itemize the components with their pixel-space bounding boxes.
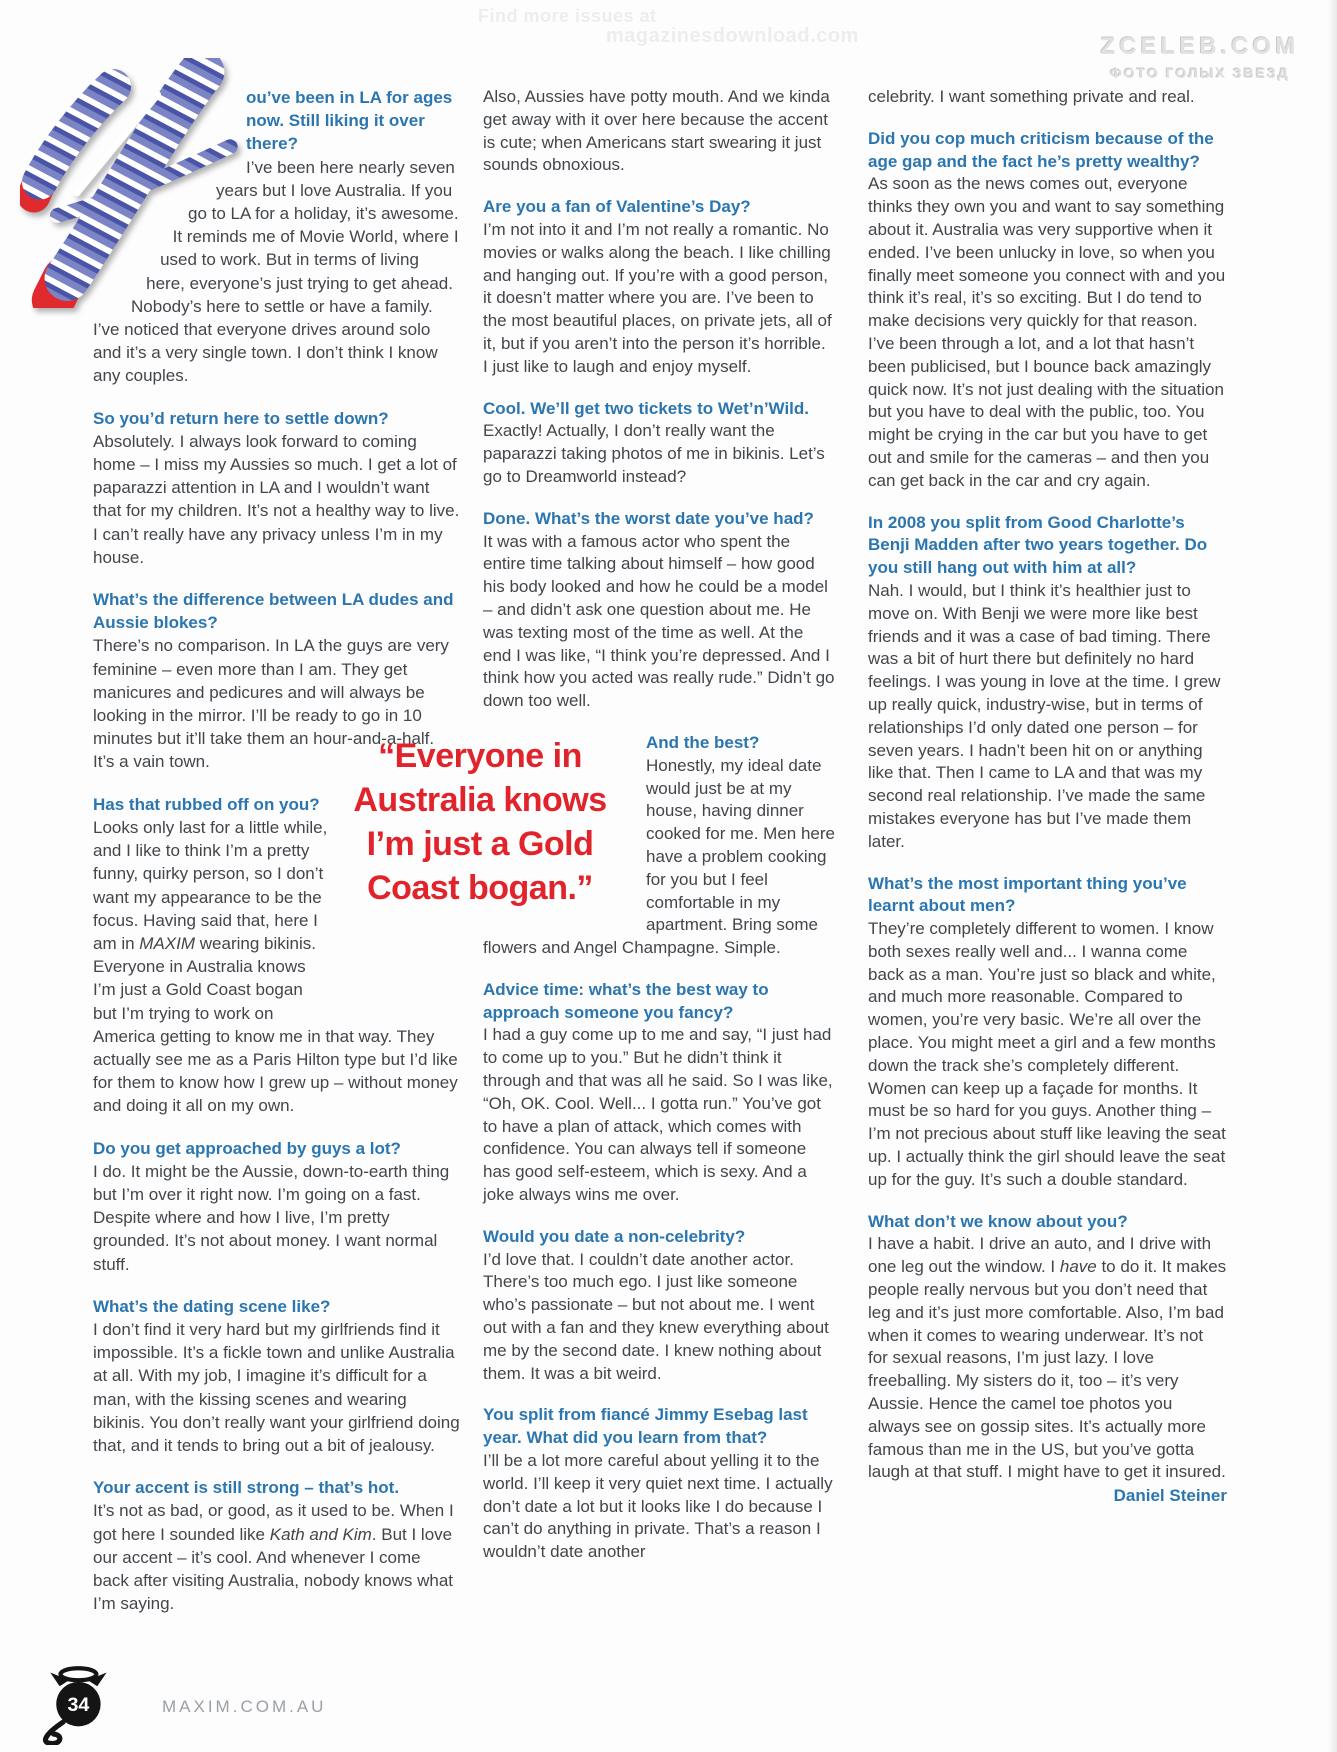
interview-question: Done. What’s the worst date you’ve had? — [483, 508, 814, 528]
zceleb-watermark-subtitle: ФОТО ГОЛЫХ ЗВЕЗД — [1110, 65, 1290, 81]
interview-answer: Also, Aussies have potty mouth. And we kinda get away with it over here because the accent is cute; when Americans start swearing it just sounds obnoxious. — [483, 87, 830, 175]
interview-answer: As soon as the news comes out, everyone thinks they own you and want to say something about it. Australia was very supportive when it ended. I’ve been unlucky in love, so when you finally meet someone you connect with and you think it’s real, it’s so exciting. But I do tend to make decisions very quickly for that reason. I’ve been through a lot, and a lot that hasn’t been publicised, but I bounce back amazingly quick now. It’s not just dealing with the situation but you have to deal with the public, too. You might be crying in the car but you have to get out and smile for the cameras – and then you can get back in the car and cry again. — [868, 174, 1226, 490]
interview-question: Has that rubbed off on you? — [93, 794, 320, 814]
interview-opener — [93, 86, 460, 388]
interview-section — [483, 196, 835, 378]
interview-answer: I have a habit. I drive an auto, and I drive with one leg out the window. I have to do it. It makes people really nervous but you don’t need that leg and it’s just more comfortable. Also, I’m bad when it comes to wearing underwear. It’s not for sexual reasons, I’m just lazy. I love freeballing. My sisters do it, too – it’s very Aussie. Hence the camel toe photos you always see on gossip sites. It’s actually more famous than me in the US, but you’ve gotta laugh at that stuff. I might have to get it insured. — [868, 1234, 1227, 1482]
interview-section — [93, 1295, 460, 1457]
interview-question: Would you date a non-celebrity? — [483, 1226, 746, 1246]
interview-continuation — [483, 86, 835, 177]
interview-section — [868, 512, 1227, 854]
interview-answer: Absolutely. I always look forward to coming home – I miss my Aussies so much. I get a lot of paparazzi attention in LA and I wouldn’t want that for my children. It’s not a healthy way to live. I can’t really have any privacy unless I’m in my house. — [93, 431, 460, 567]
interview-answer: I’d love that. I couldn’t date another actor. There’s too much ego. I just like someone who’s passionate – but not about me. I went out with a fan and they knew everything about me by the second date. I knew nothing about them. It was a bit weird. — [483, 1249, 829, 1383]
interview-section — [353, 732, 835, 960]
interview-section — [93, 1476, 460, 1615]
dropcap-y-icon — [20, 58, 246, 308]
interview-section — [483, 979, 835, 1207]
interview-question: What’s the most important thing you’ve learnt about men? — [868, 873, 1187, 916]
zceleb-watermark-title: ZCELEB.COM — [1100, 33, 1300, 60]
interview-answer: They’re completely different to women. I know both sexes really well and... I wanna come back as a man. You’re just so black and white, and much more reasonable. Compared to women, you’re very basic. We’re all over the place. You might meet a girl and a few months down the track she’s completely different. Women can keep up a façade for months. It must be so hard for you guys. Another thing – I’m not precious about stuff like leaving the seat up. I actually think the girl should leave the seat up for the guy. It’s such a double standard. — [868, 919, 1226, 1189]
interview-answer: I do. It might be the Aussie, down-to-earth thing but I’m over it right now. I’m going on a fast. Despite where and how I live, I’m pretty grounded. It’s not about money. I want normal stuff. — [93, 1161, 450, 1274]
interview-question: What’s the dating scene like? — [93, 1296, 331, 1316]
interview-section — [483, 1226, 835, 1386]
interview-continuation — [868, 86, 1227, 109]
interview-section — [868, 873, 1227, 1192]
interview-answer: I’ve been here nearly seven years but I love Australia. If you go to LA for a holiday, it’s awesome. It reminds me of Movie World, where I used to work. But in terms of living here, everyone’s just trying to get ahead. Nobody’s here to settle or have a family. I’ve noticed that everyone drives around solo and it’s a very single town. I don’t think I know any couples. — [93, 157, 459, 386]
interview-answer: I’m not into it and I’m not really a romantic. No movies or walks along the beach. I like chilling and hanging out. If you’re with a good person, it doesn’t matter where you are. I’ve been to the most beautiful places, on private jets, all of it, but if you aren’t into the person it’s horrible. I just like to laugh and enjoy myself. — [483, 219, 832, 376]
interview-question: Your accent is still strong – that’s hot. — [93, 1478, 400, 1498]
top-watermark-line1: Find more issues at — [478, 6, 657, 26]
interview-question: ou’ve been in LA for ages now. Still liking it over there? — [246, 88, 453, 154]
interview-question: And the best? — [646, 732, 760, 752]
interview-answer: I had a guy come up to me and say, “I just had to come up to you.” But he didn’t think it through and that was all he said. So I was like, “Oh, OK. Cool. Well... I gotta run.” You’ve got to have a plan of attack, which comes with confidence. You can always tell if someone has good self-esteem, which is sexy. And a joke always wins me over. — [483, 1025, 833, 1205]
interview-answer: It was with a famous actor who spent the entire time talking about himself – how good his body looked and how he could be a model – and didn’t ask one question about me. He was texting most of the time as well. At the end I was like, “I think you’re depressed. And I think how you acted was really rude.” Didn’t go down too well. — [483, 531, 835, 711]
interview-section — [93, 1137, 460, 1276]
page-number: 34 — [67, 1693, 90, 1716]
zceleb-watermark — [1100, 33, 1300, 81]
interview-question: Do you get approached by guys a lot? — [93, 1138, 401, 1158]
devil-icon — [34, 1664, 128, 1745]
interview-question: What’s the difference between LA dudes and Aussie blokes? — [93, 590, 454, 633]
page-edge-shade — [1328, 0, 1337, 1752]
interview-question: Advice time: what’s the best way to approach someone you fancy? — [483, 979, 769, 1022]
interview-question: Are you a fan of Valentine’s Day? — [483, 197, 751, 217]
dropcap-y-graphic — [20, 58, 246, 308]
column-3 — [868, 86, 1227, 1508]
interview-answer: Nah. I would, but I think it’s healthier just to move on. With Benji we were more like best friends and it was a case of bad timing. There was a bit of hurt there but definitely no hard feelings. I was young in love at the time. I grew up really quick, industry-wise, but in terms of relationships I’d only dated one person – for seven years. I hadn’t been hit on or anything like that. Then I came to LA and that was my second real relationship. I’ve made the same mistakes everyone has but I’ve made them later. — [868, 580, 1221, 851]
interview-answer: Honestly, my ideal date would just be at my house, having dinner cooked for me. Men here have a problem cooking for you but I feel comfortable in my apartment. Bring some flowers and Angel Champagne. Simple. — [483, 755, 835, 958]
column-2 — [353, 86, 835, 1564]
interview-answer: There’s no comparison. In LA the guys are very feminine – even more than I am. They get manicures and pedicures and will always be looking in the mirror. I’ll be ready to go in 10 minutes but it’ll take them an hour-and-a-half. It’s a vain town. — [93, 636, 449, 772]
interview-question: You split from fiancé Jimmy Esebag last year. What did you learn from that? — [483, 1405, 808, 1448]
interview-answer: I don’t find it very hard but my girlfriends find it impossible. It’s a fickle town and unlike Australia at all. With my job, I imagine it’s difficult for a man, with the kissing scenes and wearing bikinis. You don’t really want your girlfriend doing that, and it tends to bring out a bit of jealousy. — [93, 1319, 460, 1455]
byline: Daniel Steiner — [1113, 1486, 1227, 1506]
interview-answer: Exactly! Actually, I don’t really want the paparazzi taking photos of me in bikinis. Let’s go to Dreamworld instead? — [483, 421, 825, 486]
interview-question: Did you cop much criticism because of the age gap and the fact he’s pretty wealthy? — [868, 128, 1214, 171]
site-url: MAXIM.COM.AU — [162, 1697, 327, 1716]
pull-quote: “Everyone in Australia knows I’m just a Gold Coast bogan.” — [353, 736, 607, 907]
interview-section — [868, 128, 1227, 493]
interview-question: What don’t we know about you? — [868, 1211, 1128, 1231]
interview-answer: celebrity. I want something private and real. — [868, 87, 1195, 106]
maxim-devil-page-badge — [34, 1664, 128, 1750]
interview-section — [483, 508, 835, 713]
interview-question: Cool. We’ll get two tickets to Wet’n’Wild. — [483, 398, 810, 418]
interview-answer: Looks only last for a little while, and I like to think I’m a pretty funny, quirky person, so I don’t want my appearance to be the focus. Having said that, here I am in MAXIM wearing bikinis. Everyone in Australia knows I’m just a Gold Coast bogan but I’m trying to work on America getting to know me in that way. They actually see me as a Paris Hilton type but I’d like for them to know how I grew up – without money and doing it all on my own. — [93, 817, 458, 1116]
interview-section — [483, 398, 835, 489]
interview-section — [93, 407, 460, 569]
interview-section — [483, 1404, 835, 1564]
interview-section — [868, 1211, 1227, 1508]
interview-answer: I’ll be a lot more careful about yelling it to the world. I’ll keep it very quiet next time. I actually don’t date a lot but it looks like I do because I can’t do anything in private. That’s a reason I wouldn’t date another — [483, 1451, 833, 1562]
top-watermark-line2: magazinesdownload.com — [606, 25, 859, 47]
interview-question: So you’d return here to settle down? — [93, 408, 389, 428]
interview-answer: It’s not as bad, or good, as it used to be. When I got here I sounded like Kath and Kim. But I love our accent – it’s cool. And whenever I come back after visiting Australia, nobody knows what I’m saying. — [93, 1501, 454, 1614]
interview-question: In 2008 you split from Good Charlotte’s Benji Madden after two years together. Do you still hang out with him at all? — [868, 512, 1208, 578]
